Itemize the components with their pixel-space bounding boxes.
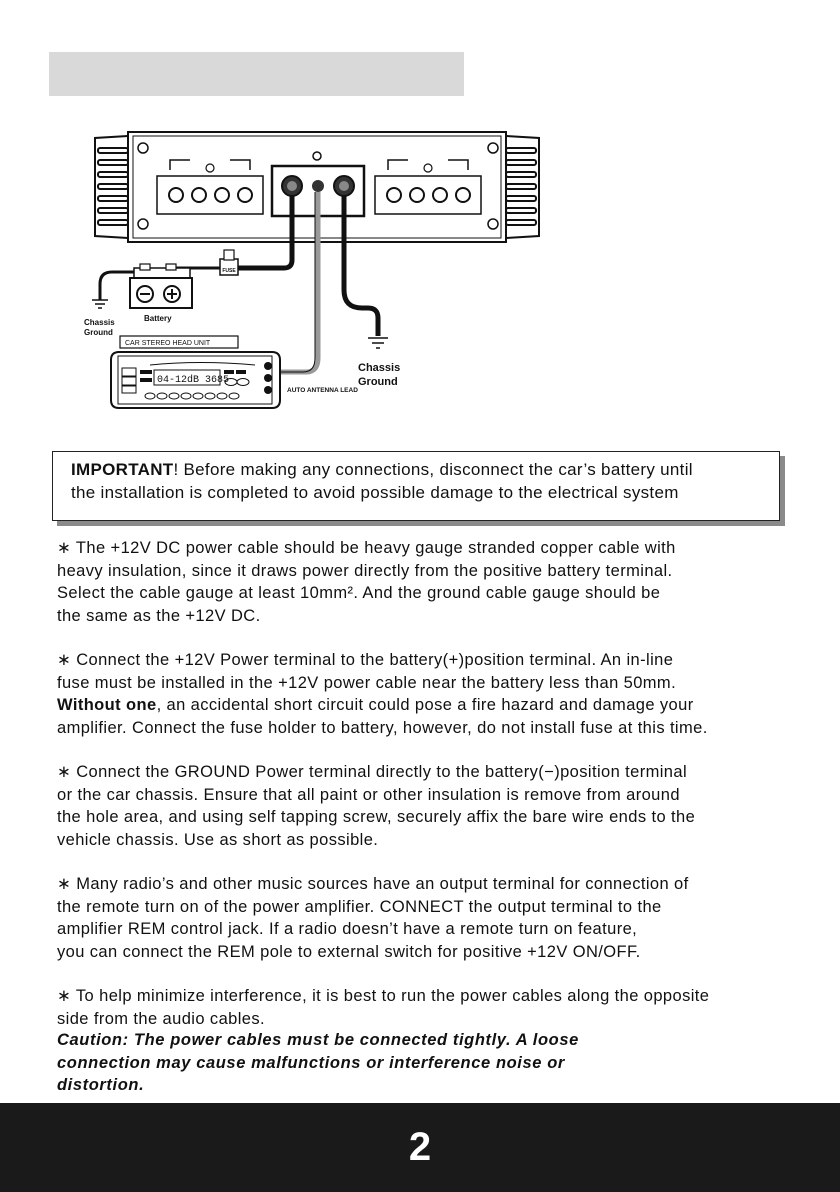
caution-line: connection may cause malfunctions or interference noise or <box>57 1053 565 1072</box>
paragraph-remote <box>57 873 785 963</box>
text-line: ∗ Connect the GROUND Power terminal directly to the battery(−)position terminal <box>57 763 688 781</box>
paragraph-power <box>57 649 785 739</box>
ground-symbol-left <box>92 300 108 308</box>
caution-note <box>57 1029 657 1097</box>
antenna-lead-label: AUTO ANTENNA LEAD <box>287 387 358 394</box>
text-line-bold-lead <box>57 694 785 717</box>
chassis-ground-left-line1: Chassis <box>84 318 115 327</box>
paragraph-cable <box>57 537 785 627</box>
paragraph-interference <box>57 985 785 1030</box>
text-line: the hole area, and using self tapping screw, securely affix the bare wire ends to the <box>57 808 696 826</box>
text-line: heavy insulation, since it draws power directly from the positive battery terminal. <box>57 561 673 580</box>
notice-line1: ! Before making any connections, disconnect the car’s battery until <box>173 460 693 479</box>
svg-text:FUSE: FUSE <box>222 268 236 274</box>
notice-line2: the installation is completed to avoid possible damage to the electrical system <box>71 483 679 502</box>
text-line: the same as the +12V DC. <box>57 606 261 625</box>
chassis-ground-right-line1: Chassis <box>358 362 401 374</box>
instructions <box>57 537 785 1052</box>
page-number: 2 <box>408 1125 432 1169</box>
text-line: fuse must be installed in the +12V power cable near the battery less than 50mm. <box>57 673 677 692</box>
page-footer <box>0 1103 840 1192</box>
svg-text:04-12dB 3685: 04-12dB 3685 <box>157 375 230 386</box>
wiring-diagram <box>0 120 840 420</box>
text-rest: , an accidental short circuit could pose a fire hazard and damage your <box>156 696 694 714</box>
text-line: or the car chassis. Ensure that all paint or other insulation is remove from around <box>57 785 680 804</box>
text-line: ∗ To help minimize interference, it is best to run the power cables along the opposite <box>57 987 710 1005</box>
section-title-bar <box>49 52 464 96</box>
text-line: amplifier. Connect the fuse holder to battery, however, do not install fuse at this time. <box>57 718 708 737</box>
chassis-ground-left-line2: Ground <box>84 328 113 337</box>
text-line: you can connect the REM pole to external switch for positive +12V ON/OFF. <box>57 942 641 961</box>
text-line: ∗ Many radio’s and other music sources have an output terminal for connection of <box>57 875 689 893</box>
text-line: amplifier REM control jack. If a radio doesn’t have a remote turn on feature, <box>57 920 638 938</box>
chassis-ground-right-line2: Ground <box>358 376 398 388</box>
text-line: ∗ The +12V DC power cable should be heavy gauge stranded copper cable with <box>57 539 676 557</box>
important-label: IMPORTANT <box>71 460 174 479</box>
fuse <box>220 250 238 275</box>
battery-label: Battery <box>144 314 172 323</box>
paragraph-ground <box>57 761 785 851</box>
head-unit <box>111 336 280 408</box>
svg-text:CAR STEREO HEAD UNIT: CAR STEREO HEAD UNIT <box>125 340 211 347</box>
battery-icon <box>130 264 192 308</box>
text-line: ∗ Connect the +12V Power terminal to the battery(+)position terminal. An in-line <box>57 651 674 669</box>
text-line: Select the cable gauge at least 10mm². And the ground cable gauge should be <box>57 584 661 602</box>
ground-symbol-right <box>368 338 388 348</box>
text-line: side from the audio cables. <box>57 1009 265 1028</box>
text-line: the remote turn on of the power amplifier. CONNECT the output terminal to the <box>57 897 662 916</box>
caution-line: Caution: The power cables must be connected tightly. A loose <box>57 1031 579 1049</box>
important-notice <box>52 451 780 521</box>
text-line: vehicle chassis. Use as short as possible. <box>57 830 379 849</box>
caution-line: distortion. <box>57 1076 145 1094</box>
without-one-label: Without one <box>57 696 157 714</box>
